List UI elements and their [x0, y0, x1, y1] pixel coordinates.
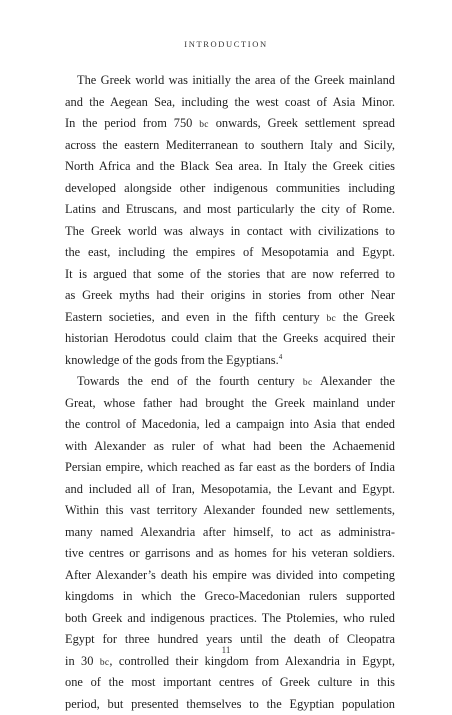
text-line: and included all of Iran, Mesopotamia, the Levant and Egypt.	[65, 479, 395, 501]
text-line: Latins and Etruscans, and most particularly the city of Rome.	[65, 199, 395, 221]
text-line: one of the most important centres of Greek culture in this	[65, 672, 395, 694]
text-line: Egypt for three hundred years until the death of Cleopatra	[65, 629, 395, 651]
text-run: onwards, Greek settlement spread	[216, 116, 395, 130]
text-line: the east, including the empires of Mesopotamia and Egypt.	[65, 242, 395, 264]
text-line: The Greek world was always in contact with civilizations to	[65, 221, 395, 243]
text-line	[65, 307, 395, 329]
era-abbreviation: bc	[303, 378, 313, 388]
text-line: with Alexander as ruler of what had been the Achaemenid	[65, 436, 395, 458]
text-run: , controlled their kingdom from Alexandria in Egypt,	[109, 654, 395, 668]
text-line: across the eastern Mediterranean to southern Italy and Sicily,	[65, 135, 395, 157]
text-line: North Africa and the Black Sea area. In Italy the Greek cities	[65, 156, 395, 178]
text-line: Within this vast territory Alexander founded new settlements,	[65, 500, 395, 522]
text-line: Great, whose father had brought the Greek mainland under	[65, 393, 395, 415]
text-run: in 30	[65, 654, 93, 668]
era-abbreviation: bc	[326, 314, 336, 324]
text-line: The Greek world was initially the area of the Greek mainland	[65, 70, 395, 92]
era-abbreviation: bc	[199, 120, 209, 130]
text-line: After Alexander’s death his empire was divided into competing	[65, 565, 395, 587]
text-line: historian Herodotus could claim that the Greeks acquired their	[65, 328, 395, 350]
text-run: Eastern societies, and even in the fifth century	[65, 310, 320, 324]
text-run: knowledge of the gods from the Egyptians.	[65, 353, 279, 367]
text-line: kingdoms in which the Greco-Macedonian rulers supported	[65, 586, 395, 608]
footnote-reference: 4	[279, 352, 283, 360]
text-line: period, but presented themselves to the Egyptian population	[65, 694, 395, 715]
text-line: both Greek and indigenous practices. The Ptolemies, who ruled	[65, 608, 395, 630]
text-line: tive centres or garrisons and as homes for his veteran soldiers.	[65, 543, 395, 565]
body-text	[65, 70, 395, 715]
text-line: the control of Macedonia, led a campaign into Asia that ended	[65, 414, 395, 436]
text-line: Persian empire, which reached as far east as the borders of India	[65, 457, 395, 479]
text-line: It is argued that some of the stories that are now referred to	[65, 264, 395, 286]
text-line: many named Alexandria after himself, to act as administra-	[65, 522, 395, 544]
paragraph-1	[65, 70, 395, 371]
text-run: Alexander the	[320, 374, 395, 388]
text-line: as Greek myths had their origins in stories from other Near	[65, 285, 395, 307]
text-run: In the period from 750	[65, 116, 192, 130]
paragraph-2	[65, 371, 395, 715]
text-run: the Greek	[343, 310, 395, 324]
text-line	[65, 371, 395, 393]
text-line: and the Aegean Sea, including the west coast of Asia Minor.	[65, 92, 395, 114]
text-line	[65, 350, 395, 372]
era-abbreviation: bc	[100, 658, 110, 668]
running-head: INTRODUCTION	[0, 39, 452, 49]
text-line: developed alongside other indigenous communities including	[65, 178, 395, 200]
text-line	[65, 113, 395, 135]
text-run: Towards the end of the fourth century	[77, 374, 295, 388]
page-number: 11	[0, 645, 452, 655]
